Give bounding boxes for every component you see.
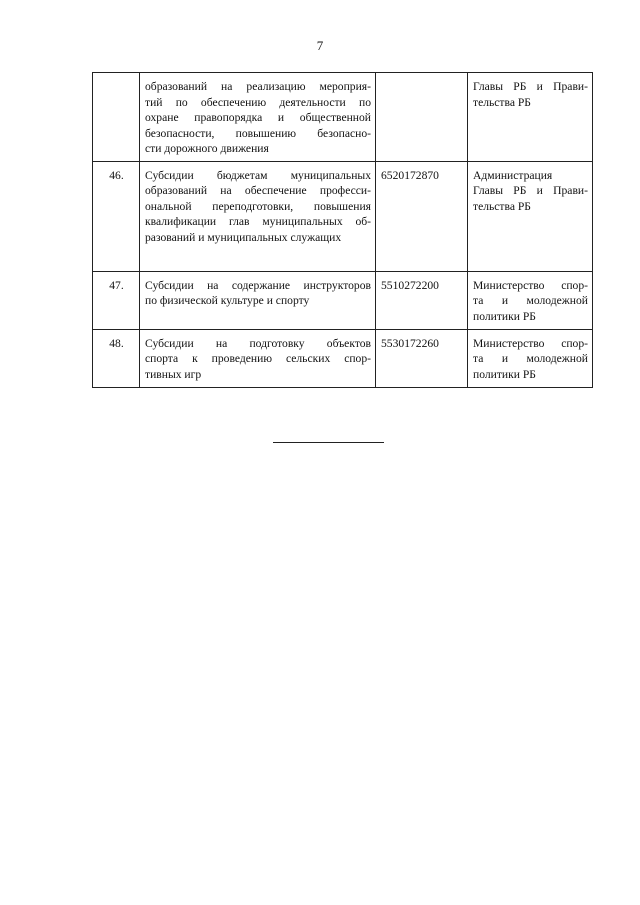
organization-line: политики РБ <box>473 309 536 323</box>
description-line: охране правопорядка и общественной <box>145 111 371 124</box>
organization-line: тельства РБ <box>473 199 531 213</box>
row-code-cell: 5510272200 <box>376 271 468 329</box>
description-line: ональной переподготовки, повышения <box>145 199 371 213</box>
row-organization-cell <box>468 73 593 162</box>
organization-line: политики РБ <box>473 367 536 381</box>
row-description-cell <box>140 161 376 271</box>
description-line: образований на реализацию мероприя- <box>145 80 371 93</box>
row-number-cell: 47. <box>93 271 140 329</box>
table-row <box>93 271 593 329</box>
description-line: образований на обеспечение професси- <box>145 184 371 197</box>
organization-line: та и молодежной <box>473 294 588 307</box>
row-code-cell <box>376 73 468 162</box>
description-line: тивных игр <box>145 367 202 381</box>
table-row <box>93 73 593 162</box>
row-organization-cell <box>468 329 593 387</box>
row-description-cell <box>140 271 376 329</box>
description-line: тий по обеспечению деятельности по <box>145 95 371 109</box>
end-of-document-separator <box>273 442 384 443</box>
description-line: разований и муниципальных служащих <box>145 230 342 244</box>
description-line: спорта к проведению сельских спор- <box>145 352 371 365</box>
table-row <box>93 329 593 387</box>
description-line: сти дорожного движения <box>145 142 269 155</box>
row-number-cell <box>93 73 140 162</box>
organization-line: Главы РБ и Прави- <box>473 184 588 197</box>
subsidy-table <box>92 72 593 388</box>
row-number-cell: 48. <box>93 329 140 387</box>
row-organization-cell <box>468 161 593 271</box>
organization-line: та и молодежной <box>473 352 588 365</box>
organization-line: Главы РБ и Прави- <box>473 80 588 93</box>
description-line: Субсидии на содержание инструкторов <box>145 278 371 292</box>
description-line: Субсидии бюджетам муниципальных <box>145 168 371 182</box>
organization-line: Администрация <box>473 168 553 182</box>
organization-line: Министерство спор- <box>473 336 588 350</box>
row-description-cell <box>140 73 376 162</box>
row-code-cell: 6520172870 <box>376 161 468 271</box>
description-line: квалификации глав муниципальных об- <box>145 215 371 228</box>
row-code-cell: 5530172260 <box>376 329 468 387</box>
row-description-cell <box>140 329 376 387</box>
description-line: по физической культуре и спорту <box>145 294 310 307</box>
description-line: безопасности, повышению безопасно- <box>145 126 371 140</box>
row-organization-cell <box>468 271 593 329</box>
organization-line: тельства РБ <box>473 95 531 109</box>
description-line: Субсидии на подготовку объектов <box>145 336 371 350</box>
page-number: 7 <box>316 38 324 53</box>
organization-line: Министерство спор- <box>473 278 588 292</box>
row-number-cell: 46. <box>93 161 140 271</box>
table-row <box>93 161 593 271</box>
